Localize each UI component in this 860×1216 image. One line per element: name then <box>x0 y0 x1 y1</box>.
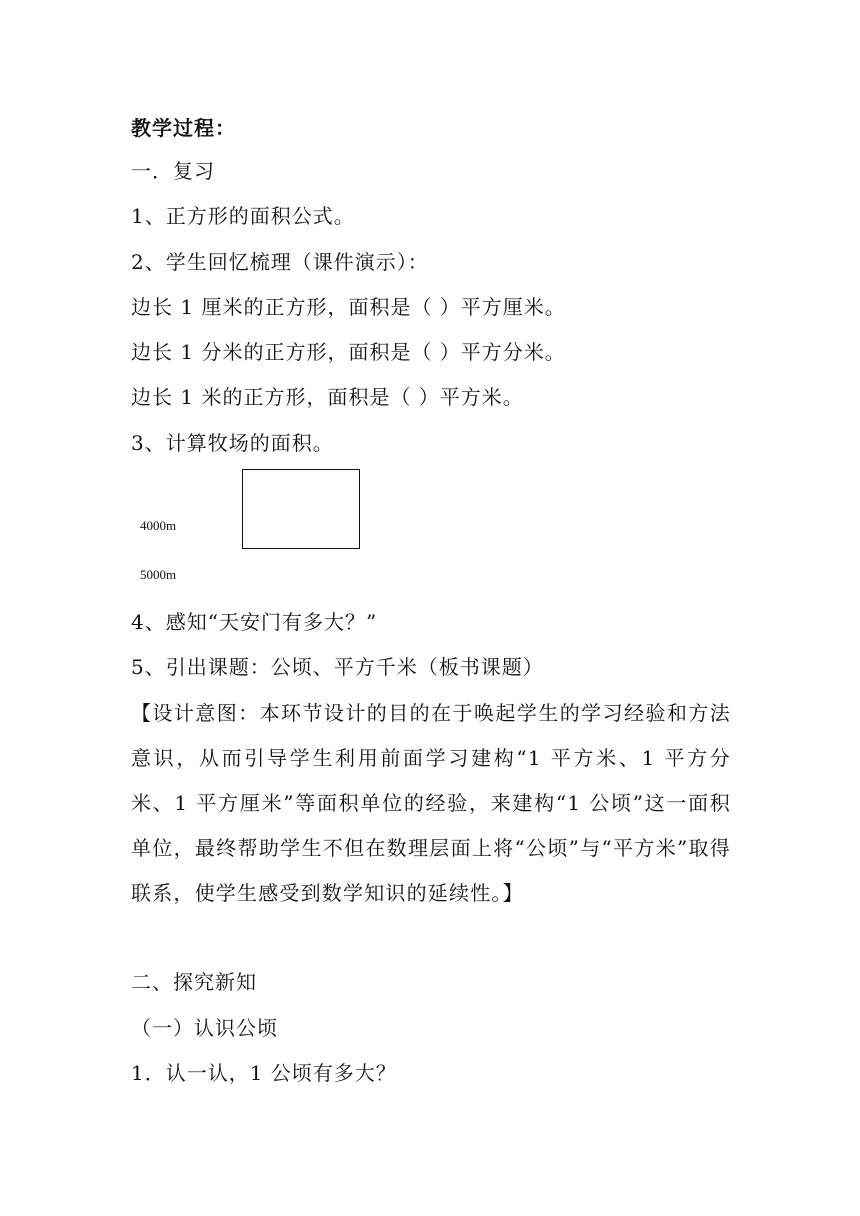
item-student-recall: 2、学生回忆梳理（课件演示）： <box>131 250 429 274</box>
item-calculate-pasture-area: 3、计算牧场的面积。 <box>131 431 334 455</box>
subitem-how-big-is-hectare: 1．认一认，1 公顷有多大？ <box>131 1061 397 1085</box>
recall-line-square-decimeter: 边长 1 分米的正方形，面积是（ ）平方分米。 <box>131 340 566 364</box>
section-explore-title: 二、探究新知 <box>131 970 257 994</box>
item-square-area-formula: 1、正方形的面积公式。 <box>131 204 355 228</box>
recall-line-square-meter: 边长 1 米的正方形，面积是（ ）平方米。 <box>131 385 524 409</box>
pasture-rectangle <box>242 469 360 549</box>
teaching-process-heading: 教学过程： <box>131 116 236 140</box>
item-introduce-topic: 5、引出课题：公顷、平方千米（板书课题） <box>131 655 544 679</box>
item-tiananmen-size: 4、感知“天安门有多大？” <box>131 610 378 634</box>
height-label: 5000m <box>140 567 177 582</box>
recall-line-square-centimeter: 边长 1 厘米的正方形，面积是（ ）平方厘米。 <box>131 295 566 319</box>
subsection-know-hectare-title: （一）认识公顷 <box>131 1016 278 1040</box>
design-intent-paragraph: 【设计意图：本环节设计的目的在于唤起学生的学习经验和方法意识，从而引导学生利用前面学习建构“1 平方米、1 平方分米、1 平方厘米”等面积单位的经验，来建构“1 公顷”这一面积单位，最终帮助学生不但在数理层面上将“公顷”与“平方米”取得联系，使学生感受到数学知识的延续性。】 <box>131 701 731 905</box>
section-review-title: 一．复习 <box>131 159 215 183</box>
width-label: 4000m <box>140 518 177 533</box>
